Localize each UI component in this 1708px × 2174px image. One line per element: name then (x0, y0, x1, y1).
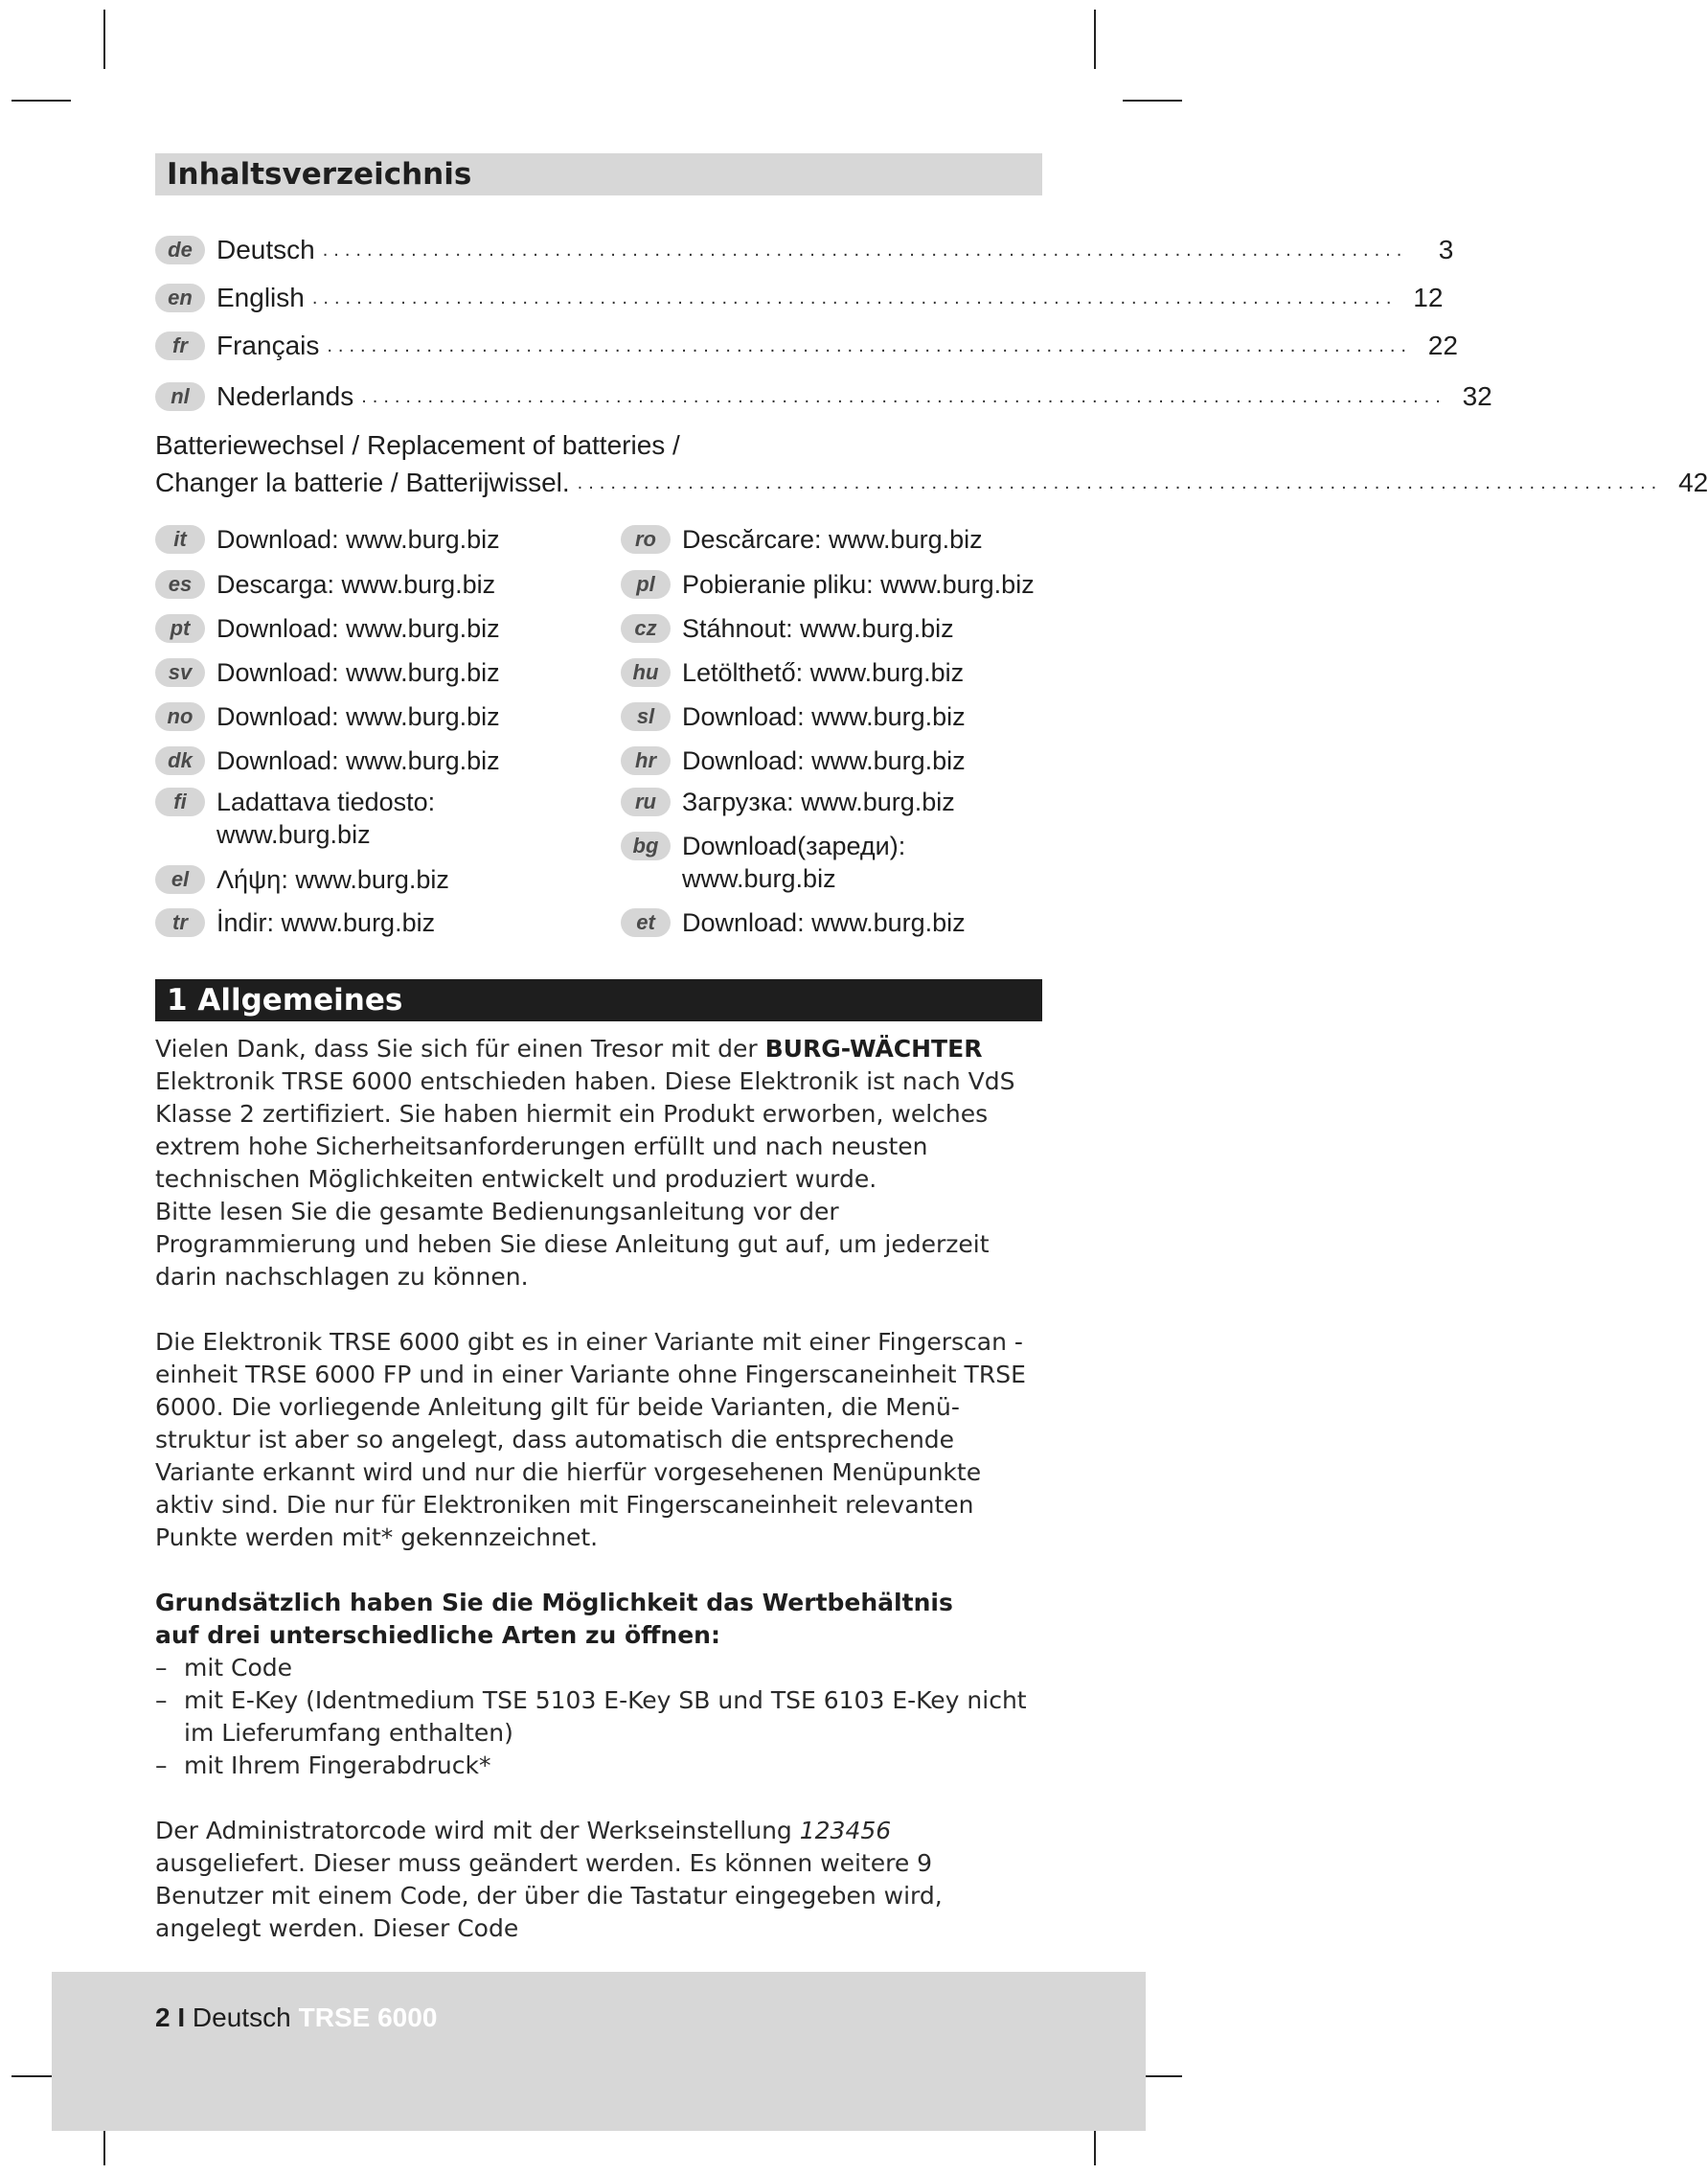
download-item-hr[interactable] (621, 744, 966, 777)
toc-entry-page: 3 (1438, 235, 1454, 264)
language-badge: it (155, 525, 205, 554)
download-item-bg[interactable] (621, 830, 905, 895)
download-text: Descarga: www.burg.biz (216, 570, 496, 599)
download-item-et[interactable] (621, 906, 966, 939)
download-item-tr[interactable] (155, 906, 435, 939)
language-badge: ru (621, 788, 671, 816)
toc-entry-label: Français (216, 331, 320, 360)
list-item: – mit Ihrem Fingerabdruck* (155, 1750, 1046, 1782)
download-item-pt[interactable] (155, 612, 500, 645)
download-item-ro[interactable] (621, 523, 983, 556)
download-text: Λήψη: www.burg.biz (216, 865, 449, 894)
footer-model: TRSE 6000 (298, 2002, 438, 2032)
language-badge: en (155, 284, 205, 312)
toc-entry-label: English (216, 283, 305, 312)
toc-entry-battery[interactable] (155, 427, 1708, 502)
download-text: Download: www.burg.biz (682, 702, 966, 731)
language-badge: bg (621, 832, 671, 860)
language-badge: et (621, 908, 671, 937)
instruction-paragraph: Bitte lesen Sie die gesamte Bedienungsanleitung vor der Programmierung und heben Sie diese Anleitung gut auf, um jederzeit darin nachschlagen zu können. (155, 1198, 990, 1291)
toc-entry-nl[interactable] (155, 378, 1492, 416)
toc-entry-page: 32 (1462, 381, 1492, 411)
variant-paragraph: Die Elektronik TRSE 6000 gibt es in einer Variante mit einer Fingerscan - einheit TRSE 6000 FP und in einer Variante ohne Fingerscaneinheit TRSE 6000. Die vorliegende Anleitung gilt für beide Varianten, die Menü- struktur ist aber so angelegt, dass automatisch die entsprechende Variante erkannt wird und nur die hierfür vorgesehenen Menüpunkte aktiv sind. Die nur für Elektroniken mit Fingerscaneinheit relevanten Punkte werden mit* gekennzeichnet. (155, 1328, 1026, 1551)
download-item-sl[interactable] (621, 700, 966, 733)
download-text: Descărcare: www.burg.biz (682, 525, 983, 554)
toc-heading: Inhaltsverzeichnis (155, 153, 1042, 195)
language-badge: tr (155, 908, 205, 937)
options-list (155, 1652, 1046, 1782)
section-heading: 1 Allgemeines (155, 979, 1042, 1021)
footer (155, 2002, 437, 2033)
download-text: Download: www.burg.biz (682, 746, 966, 775)
brand-name: BURG-WÄCHTER (764, 1035, 983, 1063)
language-badge: pt (155, 614, 205, 643)
download-item-ru[interactable] (621, 786, 955, 818)
download-text: Загрузка: www.burg.biz (682, 788, 955, 816)
download-text: Download: www.burg.biz (216, 746, 500, 775)
download-item-it[interactable] (155, 523, 500, 556)
footer-language: Deutsch (192, 2002, 291, 2032)
intro-paragraph: Vielen Dank, dass Sie sich für einen Tresor mit der BURG-WÄCHTER Elektronik TRSE 6000 entschieden haben. Diese Elektronik ist nach VdS Klasse 2 zertifiziert. Sie haben hiermit ein Produkt erworben, welches extrem hohe Sicherheitsanforderungen erfüllt und nach neusten technischen Möglichkeiten entwickelt und produziert wurde. (155, 1035, 1015, 1193)
download-text: Download(зареди): www.burg.biz (682, 832, 906, 893)
download-text: Ladattava tiedosto: www.burg.biz (216, 788, 436, 849)
language-badge: nl (155, 382, 205, 411)
toc-entry-label: Nederlands (216, 381, 354, 411)
language-badge: sv (155, 658, 205, 687)
download-item-dk[interactable] (155, 744, 500, 777)
leader-dots: .................................................................................................. (327, 334, 1412, 356)
toc-battery-line1: Batteriewechsel / Replacement of batteries / (155, 430, 680, 460)
download-item-sv[interactable] (155, 656, 500, 689)
language-badge: el (155, 865, 205, 894)
language-badge: cz (621, 614, 671, 643)
language-badge: fr (155, 332, 205, 360)
language-badge: fi (155, 788, 205, 816)
options-heading: Grundsätzlich haben Sie die Möglichkeit das Wertbehältnis auf drei unterschiedliche Arten zu öffnen: (155, 1589, 953, 1649)
toc-entry-de[interactable] (155, 231, 1454, 269)
download-text: Download: www.burg.biz (682, 908, 966, 937)
leader-dots: .................................................................................................. (577, 471, 1663, 493)
download-text: Letölthető: www.burg.biz (682, 658, 965, 687)
download-text: Download: www.burg.biz (216, 658, 500, 687)
language-badge: no (155, 702, 205, 731)
language-badge: es (155, 570, 205, 599)
toc-entry-page: 42 (1678, 468, 1708, 497)
list-item: – mit Code (155, 1652, 1046, 1684)
download-item-hu[interactable] (621, 656, 964, 689)
language-badge: dk (155, 746, 205, 775)
page-number: 2 (155, 2002, 171, 2032)
admin-code-paragraph: Der Administratorcode wird mit der Werkseinstellung 123456 ausgeliefert. Dieser muss geändert werden. Es können weitere 9 Benutzer mit einem Code, der über die Tastatur eingegeben wird, angelegt werden. Dieser Code (155, 1817, 943, 1942)
list-item: – mit E-Key (Identmedium TSE 5103 E-Key SB und TSE 6103 E-Key nicht im Lieferumfang enthalten) (155, 1684, 1046, 1750)
language-badge: ro (621, 525, 671, 554)
crop-mark (1123, 100, 1182, 102)
download-item-el[interactable] (155, 863, 449, 896)
download-item-fi[interactable] (155, 786, 435, 851)
crop-mark (11, 100, 71, 102)
toc-entry-page: 12 (1413, 283, 1444, 312)
crop-mark (1094, 10, 1096, 69)
toc-entry-page: 22 (1427, 331, 1458, 360)
language-badge: pl (621, 570, 671, 599)
download-text: Download: www.burg.biz (216, 614, 500, 643)
download-text: İndir: www.burg.biz (216, 908, 436, 937)
download-item-pl[interactable] (621, 568, 1035, 601)
language-badge: sl (621, 702, 671, 731)
download-text: Stáhnout: www.burg.biz (682, 614, 954, 643)
footer-separator: I (170, 2002, 193, 2032)
toc-entry-fr[interactable] (155, 327, 1458, 365)
download-text: Pobieranie pliku: www.burg.biz (682, 570, 1035, 599)
toc-entry-en[interactable] (155, 279, 1444, 317)
leader-dots: .................................................................................................. (311, 286, 1398, 309)
toc-entry-label: Deutsch (216, 235, 315, 264)
download-text: Download: www.burg.biz (216, 525, 500, 554)
section-body (155, 1033, 1046, 1945)
crop-mark (103, 10, 105, 69)
leader-dots: .................................................................................................. (361, 385, 1446, 407)
download-text: Download: www.burg.biz (216, 702, 500, 731)
download-item-no[interactable] (155, 700, 500, 733)
toc-battery-line2: Changer la batterie / Batterijwissel. (155, 468, 570, 497)
leader-dots: .................................................................................................. (322, 239, 1408, 261)
default-code: 123456 (799, 1817, 892, 1844)
download-item-cz[interactable] (621, 612, 954, 645)
language-badge: hu (621, 658, 671, 687)
language-badge: de (155, 236, 205, 264)
footer-bar (52, 1972, 1146, 2131)
language-badge: hr (621, 746, 671, 775)
download-item-es[interactable] (155, 568, 495, 601)
